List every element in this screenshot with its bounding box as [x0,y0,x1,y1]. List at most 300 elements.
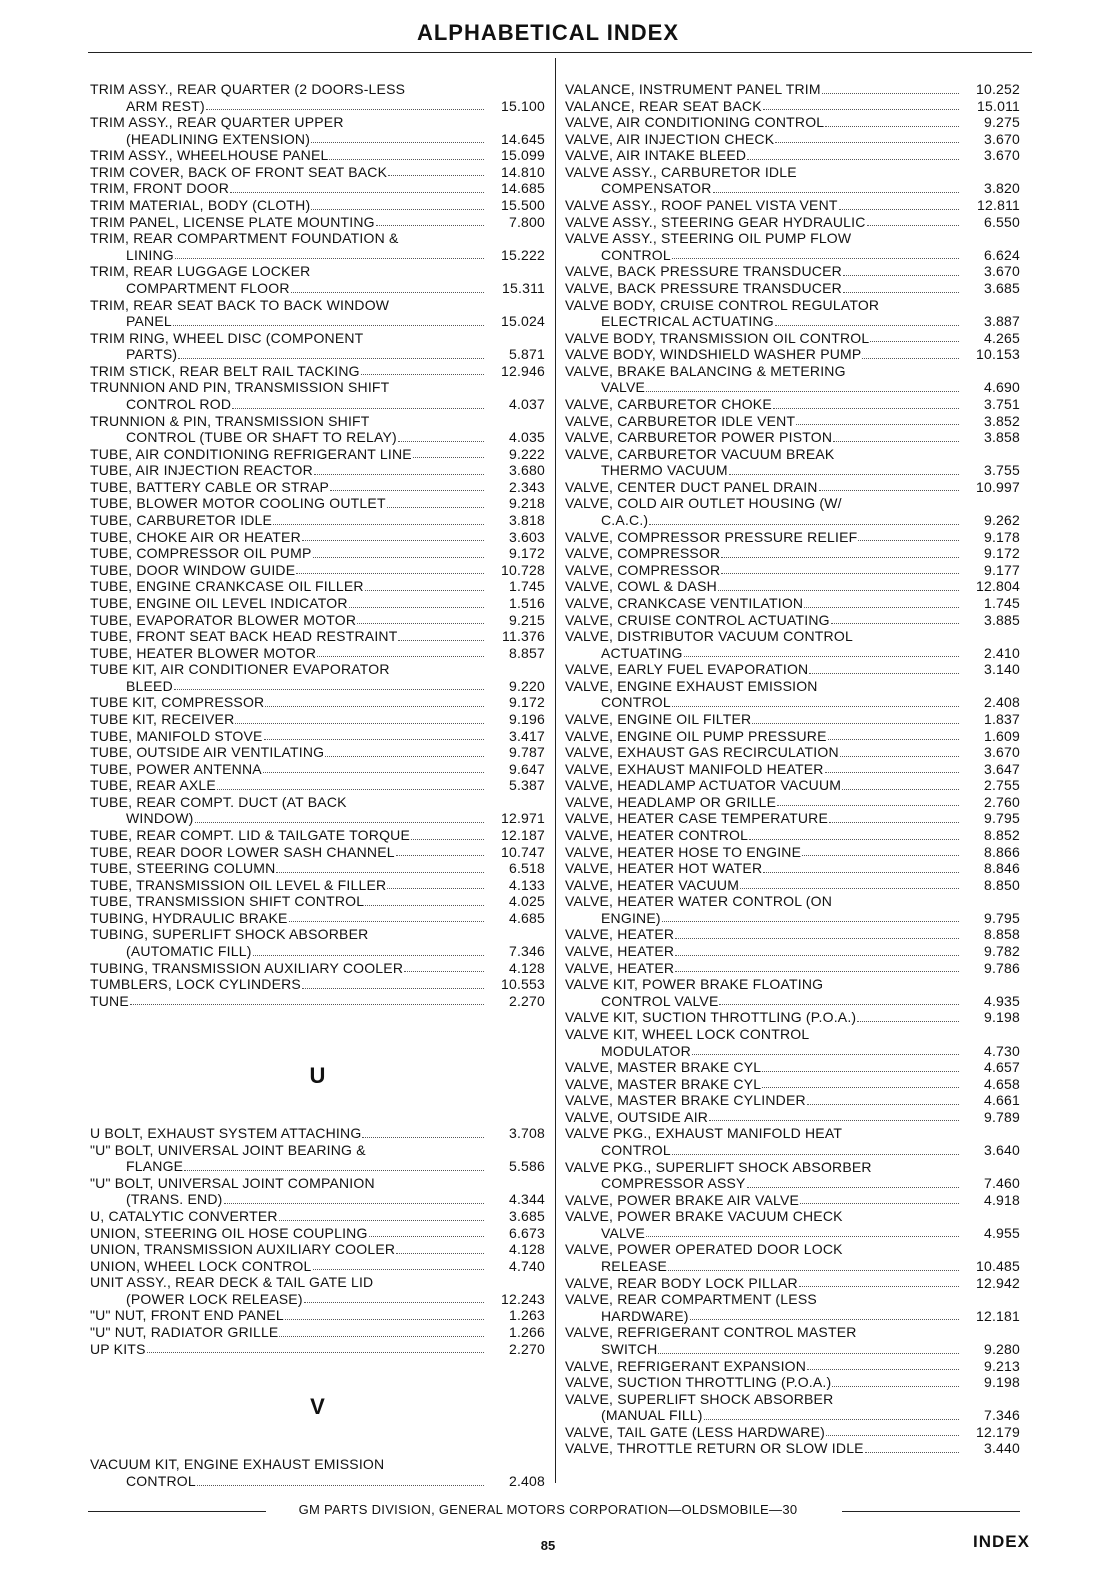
entry-text: TUBE, HEATER BLOWER MOTOR [90,644,317,661]
page-reference: 12.804 [975,578,1020,595]
index-entry [565,810,1020,827]
index-entry-line [565,893,1020,910]
index-entry [90,413,545,446]
dot-leader [206,109,484,110]
index-entry [90,1208,545,1225]
index-entry-line [565,313,1020,330]
dot-leader [304,1302,484,1303]
index-entry-line [565,429,1020,446]
dot-leader [762,1071,959,1072]
index-entry [565,529,1020,546]
page-reference: 14.685 [500,180,545,197]
index-entry [90,844,545,861]
dot-leader [807,1369,959,1370]
index-entry [565,297,1020,330]
page-reference: 1.263 [508,1307,545,1324]
page-reference: 1.745 [983,594,1020,611]
dot-leader [749,839,959,840]
index-entry [565,1424,1020,1441]
dot-leader [833,441,959,442]
entry-text: ACTUATING [601,644,683,661]
entry-text: CONTROL [601,694,671,711]
page-reference: 9.795 [983,810,1020,827]
index-entry [90,297,545,330]
index-entry [565,1159,1020,1192]
page-reference: 9.172 [508,545,545,562]
index-entry-line [565,131,1020,148]
entry-text: TRUNNION & PIN, TRANSMISSION SHIFT [90,412,370,429]
entry-text: (MANUAL FILL) [601,1407,703,1424]
index-entry [565,728,1020,745]
index-entry-line [90,230,545,247]
index-entry [90,1324,545,1341]
index-entry-line [90,280,545,297]
entry-text: TRIM, REAR LUGGAGE LOCKER [90,263,311,280]
page-reference: 8.858 [983,926,1020,943]
page-reference: 3.670 [983,147,1020,164]
page-reference: 3.417 [508,727,545,744]
index-entry-line [565,1192,1020,1209]
index-entry-line [90,993,545,1010]
index-entry [90,462,545,479]
index-entry-line [90,976,545,993]
index-entry [565,661,1020,678]
entry-text: VALVE, EXHAUST GAS RECIRCULATION [565,744,839,761]
index-entry [90,180,545,197]
dot-leader [197,1485,484,1486]
index-entry-line [90,81,545,98]
index-entry-line [90,1125,545,1142]
entry-text: VALANCE, INSTRUMENT PANEL TRIM [565,81,821,97]
index-entry [565,777,1020,794]
index-entry-line [565,1241,1020,1258]
index-entry [90,545,545,562]
dot-leader [832,1386,959,1387]
entry-text: TUBE, REAR COMPT. DUCT (AT BACK [90,793,347,810]
dot-leader [276,872,484,873]
spacer [90,1109,545,1126]
index-entry-line [565,98,1020,115]
index-entry-line [565,744,1020,761]
entry-text: VALVE, TAIL GATE (LESS HARDWARE) [565,1423,826,1440]
index-entry [90,628,545,645]
page-reference: 8.852 [983,827,1020,844]
page-reference: 14.810 [500,163,545,180]
index-entry [90,330,545,363]
index-entry-line [565,1275,1020,1292]
dot-leader [147,1352,484,1353]
page-reference: 10.553 [500,976,545,993]
entry-text: VALVE BODY, CRUISE CONTROL REGULATOR [565,296,880,313]
entry-text: COMPARTMENT FLOOR [126,279,290,296]
index-entry-line [565,479,1020,496]
entry-text: VALVE, COWL & DASH [565,578,717,595]
entry-text: VALVE, CRANKCASE VENTILATION [565,594,804,611]
entry-text: VALVE, HEADLAMP ACTUATOR VACUUM [565,777,842,794]
page-reference: 7.346 [983,1407,1020,1424]
dot-leader [672,1154,959,1155]
page-reference: 8.846 [983,860,1020,877]
page-reference: 7.800 [508,213,545,230]
section-letter-heading: U [309,1062,326,1088]
dot-leader [265,706,484,707]
index-entry [565,346,1020,363]
index-entry [565,1009,1020,1026]
entry-text: VALVE, POWER BRAKE AIR VALVE [565,1191,800,1208]
index-entry-line [90,960,545,977]
index-entry [90,728,545,745]
index-entry-line [565,595,1020,612]
entry-text: TUMBLERS, LOCK CYLINDERS [90,976,301,993]
index-entry-line [90,1191,545,1208]
index-entry [565,197,1020,214]
entry-text: UP KITS [90,1340,146,1357]
page-reference: 4.037 [508,395,545,412]
page-reference: 3.852 [983,412,1020,429]
index-entry-line [565,711,1020,728]
index-entry [90,479,545,496]
page-reference: 3.680 [508,462,545,479]
index-entry [90,214,545,231]
index-entry [90,645,545,662]
index-entry-line [90,313,545,330]
index-entry [90,976,545,993]
dot-leader [668,1270,959,1271]
entry-text: VALVE ASSY., STEERING OIL PUMP FLOW [565,230,852,247]
page-reference: 3.858 [983,429,1020,446]
index-entry-line [565,495,1020,512]
page-reference: 11.376 [502,628,545,645]
index-entry [90,230,545,263]
page-reference: 4.935 [983,992,1020,1009]
entry-text: (POWER LOCK RELEASE) [126,1290,303,1307]
index-entry [90,529,545,546]
page-reference: 15.222 [500,246,545,263]
index-entry-line [90,1307,545,1324]
index-entry [565,164,1020,197]
entry-text: U BOLT, EXHAUST SYSTEM ATTACHING [90,1125,362,1142]
page-title: ALPHABETICAL INDEX [416,20,680,45]
dot-leader [398,441,484,442]
index-entry-line [90,827,545,844]
page-reference: 6.673 [508,1224,545,1241]
page-reference: 9.178 [983,528,1020,545]
index-entry-line [565,910,1020,927]
dot-leader [178,358,484,359]
index-entry [565,396,1020,413]
index-entry-line [565,661,1020,678]
page-reference: 15.024 [500,313,545,330]
index-entry-line [565,694,1020,711]
dot-leader [411,839,484,840]
page-reference: 10.485 [975,1258,1020,1275]
index-entry-line [565,1258,1020,1275]
index-entry-line [565,645,1020,662]
dot-leader [773,408,959,409]
page-reference: 9.795 [983,909,1020,926]
index-entry [90,379,545,412]
index-entry [90,711,545,728]
index-entry [90,1258,545,1275]
entry-text: VALVE PKG., SUPERLIFT SHOCK ABSORBER [565,1158,872,1175]
entry-text: TUNE [90,992,129,1009]
entry-text: PARTS) [126,346,178,363]
entry-text: UNION, TRANSMISSION AUXILIARY COOLER [90,1241,396,1258]
index-entry-line [90,429,545,446]
entry-text: BLEED [126,677,173,694]
index-entry-line [90,744,545,761]
dot-leader [870,341,959,342]
entry-text: TUBE, BATTERY CABLE OR STRAP [90,478,329,495]
left-index-column [90,81,545,1490]
index-entry-line [90,728,545,745]
entry-text: TUBE, STEERING COLUMN [90,860,276,877]
dot-leader [175,258,484,259]
index-entry-line [90,844,545,861]
dot-leader [828,739,959,740]
index-entry [90,1175,545,1208]
entry-text: VALVE, POWER BRAKE VACUUM CHECK [565,1208,843,1225]
index-entry-line [90,164,545,181]
page-reference: 4.657 [983,1059,1020,1076]
dot-leader [829,822,959,823]
index-entry-line [90,661,545,678]
dot-leader [831,623,959,624]
entry-text: TRIM COVER, BACK OF FRONT SEAT BACK [90,163,388,180]
index-entry-line [90,595,545,612]
page-reference: 9.787 [508,744,545,761]
index-entry [565,1208,1020,1241]
page-reference: 10.153 [975,346,1020,363]
entry-text: VALVE PKG., EXHAUST MANIFOLD HEAT [565,1125,843,1142]
entry-text: VALVE, SUPERLIFT SHOCK ABSORBER [565,1390,834,1407]
index-entry-line [90,479,545,496]
index-entry-line [90,396,545,413]
page-reference: 4.690 [983,379,1020,396]
section-label: INDEX [973,1532,1030,1551]
dot-leader [729,474,959,475]
dot-leader [217,789,484,790]
index-entry [90,1456,545,1489]
dot-leader [675,955,959,956]
entry-text: VALVE BODY, WINDSHIELD WASHER PUMP [565,346,862,363]
spacer [90,1357,545,1374]
index-entry [565,612,1020,629]
page-reference: 9.196 [508,710,545,727]
page-reference: 4.025 [508,893,545,910]
index-entry-line [90,1456,545,1473]
index-entry [565,1125,1020,1158]
entry-text: VALVE, REFRIGERANT CONTROL MASTER [565,1324,857,1341]
dot-leader [362,1137,484,1138]
index-entry-line [565,877,1020,894]
page-reference: 10.997 [975,478,1020,495]
dot-leader [291,292,484,293]
index-entry-line [90,363,545,380]
index-entry-line [565,827,1020,844]
dot-leader [826,1435,959,1436]
index-entry [90,877,545,894]
index-entry-line [90,247,545,264]
entry-text: VALVE, HEATER HOSE TO ENGINE [565,843,802,860]
dot-leader [387,507,484,508]
page-reference: 4.685 [508,909,545,926]
entry-text: VALVE, THROTTLE RETURN OR SLOW IDLE [565,1440,864,1457]
entry-text: VALVE, EXHAUST MANIFOLD HEATER [565,760,824,777]
dot-leader [762,1087,959,1088]
dot-leader [235,723,484,724]
index-entry-line [565,943,1020,960]
entry-text: UNION, STEERING OIL HOSE COUPLING [90,1224,368,1241]
index-entry-line [565,1009,1020,1026]
entry-text: VALVE [601,379,646,396]
index-entry [90,1341,545,1358]
dot-leader [296,573,484,574]
page-reference: 1.837 [983,710,1020,727]
entry-text: CONTROL VALVE [601,992,719,1009]
index-entry-line [565,1358,1020,1375]
index-entry [565,678,1020,711]
index-entry-line [565,628,1020,645]
index-entry-line [565,512,1020,529]
page-reference: 3.640 [983,1142,1020,1158]
index-entry-line [565,761,1020,778]
page-reference: 9.218 [508,495,545,512]
page-reference: 12.181 [975,1307,1020,1324]
index-entry-line [565,114,1020,131]
dot-leader [862,358,959,359]
entry-text: VALVE, REAR BODY LOCK PILLAR [565,1274,798,1291]
dot-leader [775,325,959,326]
dot-leader [747,1187,959,1188]
index-entry [565,827,1020,844]
index-entry [90,197,545,214]
page-reference: 6.518 [508,860,545,877]
entry-text: UNIT ASSY., REAR DECK & TAIL GATE LID [90,1274,374,1291]
index-entry-line [565,1374,1020,1391]
index-entry-line [565,612,1020,629]
entry-text: TUBING, TRANSMISSION AUXILIARY COOLER [90,959,404,976]
entry-text: COMPENSATOR [601,180,712,197]
entry-text: VALVE [601,1224,646,1241]
page-reference: 3.818 [508,512,545,529]
dot-leader [253,955,484,956]
entry-text: VALVE, HEATER [565,959,675,976]
dot-leader [313,1269,484,1270]
index-entry [565,960,1020,977]
index-entry [565,1374,1020,1391]
entry-text: TUBE, DOOR WINDOW GUIDE [90,561,296,578]
entry-text: TUBE, REAR AXLE [90,777,216,794]
index-entry-line [90,131,545,148]
spacer [90,1026,545,1043]
index-entry-line [565,1043,1020,1060]
index-entry [565,263,1020,280]
index-entry-line [90,893,545,910]
index-entry [90,960,545,977]
index-entry-line [90,562,545,579]
dot-leader [842,789,959,790]
index-entry-line [90,877,545,894]
index-entry-line [90,1225,545,1242]
dot-leader [675,938,959,939]
index-entry [90,595,545,612]
dot-leader [672,706,959,707]
dot-leader [752,723,959,724]
dot-leader [865,1452,959,1453]
dot-leader [330,490,484,491]
entry-text: ELECTRICAL ACTUATING [601,313,774,330]
entry-text: C.A.C.) [601,512,649,529]
entry-text: VALVE ASSY., STEERING GEAR HYDRAULIC [565,213,866,230]
page-reference: 2.755 [983,777,1020,794]
dot-leader [329,159,484,160]
index-entry [565,363,1020,396]
page-reference: 3.670 [983,130,1020,147]
index-entry-line [90,446,545,463]
dot-leader [713,192,959,193]
page-reference: 3.670 [983,263,1020,280]
page-reference: 9.789 [983,1108,1020,1125]
dot-leader [840,756,959,757]
index-entry-line [565,545,1020,562]
index-entry [565,214,1020,231]
dot-leader [279,1336,484,1337]
index-entry-line [90,98,545,115]
right-index-column [565,81,1020,1457]
index-entry-line [565,462,1020,479]
entry-text: VALVE, COMPRESSOR PRESSURE RELIEF [565,528,858,545]
index-entry-line [565,1440,1020,1457]
index-entry [565,893,1020,926]
dot-leader [130,1004,484,1005]
entry-text: VALVE, MASTER BRAKE CYLINDER [565,1092,806,1109]
entry-text: UNION, WHEEL LOCK CONTROL [90,1257,312,1274]
index-entry-line [565,1424,1020,1441]
entry-text: TRIM ASSY., WHEELHOUSE PANEL [90,147,329,164]
dot-leader [413,457,484,458]
page-reference: 2.408 [508,1472,545,1489]
page-reference: 9.275 [983,114,1020,131]
entry-text: TUBE, MANIFOLD STOVE [90,727,263,744]
entry-text: TUBE, REAR DOOR LOWER SASH CHANNEL [90,843,395,860]
index-entry [565,794,1020,811]
page-reference: 12.811 [977,197,1020,214]
page-reference: 9.786 [983,959,1020,976]
dot-leader [365,905,484,906]
page-reference: 3.670 [983,744,1020,761]
entry-text: VALVE, CARBURETOR IDLE VENT [565,412,796,429]
dot-leader [763,872,959,873]
index-entry-line [90,214,545,231]
index-entry [565,429,1020,446]
entry-text: VACUUM KIT, ENGINE EXHAUST EMISSION [90,1456,385,1473]
entry-text: TRUNNION AND PIN, TRANSMISSION SHIFT [90,379,390,396]
index-entry [565,1192,1020,1209]
page-reference: 12.187 [500,827,545,844]
index-entry-line [90,413,545,430]
page-reference: 8.866 [983,843,1020,860]
page-reference: 4.661 [983,1092,1020,1109]
index-entry [565,711,1020,728]
entry-text: VALVE, ENGINE OIL FILTER [565,710,752,727]
entry-text: VALVE, ENGINE EXHAUST EMISSION [565,677,818,694]
index-entry-line [565,297,1020,314]
entry-text: TRIM MATERIAL, BODY (CLOTH) [90,197,311,214]
entry-text: "U" BOLT, UNIVERSAL JOINT COMPANION [90,1174,375,1191]
index-entry [90,1225,545,1242]
index-entry [565,1358,1020,1375]
